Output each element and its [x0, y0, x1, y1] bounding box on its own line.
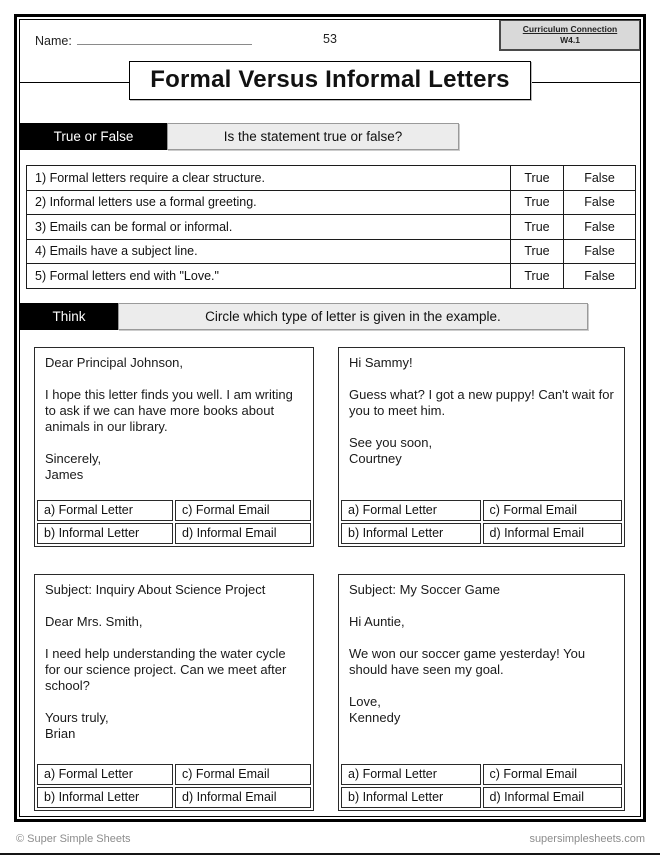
answer-options-table: [339, 762, 624, 810]
curriculum-connection-badge: [499, 19, 641, 51]
letter-line: I need help understanding the water cycle for our science project. Can we meet after school?: [45, 645, 287, 694]
name-label: Name:: [35, 34, 72, 48]
statement-row: [27, 215, 636, 240]
worksheet-page: [14, 14, 646, 822]
answer-options-row: [341, 764, 622, 785]
letter-line: Subject: Inquiry About Science Project: [45, 581, 266, 597]
statement-cell: 2) Informal letters use a formal greeting.: [27, 190, 511, 215]
letter-line: [349, 598, 614, 614]
letter-line: [45, 694, 303, 710]
page-number: 53: [323, 32, 337, 46]
answer-options-row: [37, 787, 311, 808]
page-bottom-edge: [0, 853, 660, 856]
page-title: Formal Versus Informal Letters: [129, 61, 530, 100]
statement-cell: 1) Formal letters require a clear structure.: [27, 166, 511, 191]
false-option[interactable]: False: [564, 190, 636, 215]
answer-option[interactable]: a) Formal Letter: [341, 764, 481, 785]
answer-options-row: [341, 500, 622, 521]
letter-line: [349, 419, 614, 435]
statement-row: [27, 190, 636, 215]
section-tag-think: Think: [20, 303, 118, 330]
letter-line: [349, 678, 614, 694]
worksheet-inner-frame: [19, 19, 641, 817]
answer-option[interactable]: d) Informal Email: [483, 523, 623, 544]
letter-line: Dear Principal Johnson,: [45, 354, 184, 370]
statement-cell: 4) Emails have a subject line.: [27, 239, 511, 264]
letter-line: James: [45, 467, 84, 483]
false-option[interactable]: False: [564, 215, 636, 240]
answer-option[interactable]: c) Formal Email: [483, 764, 623, 785]
letter-example-box: [34, 347, 314, 547]
letter-text: [35, 575, 313, 762]
true-false-table: [26, 165, 636, 289]
answer-options-table: [35, 762, 313, 810]
letter-line: Yours truly,: [45, 710, 109, 726]
letter-text: [35, 348, 313, 498]
letter-line: I hope this letter finds you well. I am writing to ask if we can have more books about animals in our library.: [45, 386, 293, 434]
answer-option[interactable]: c) Formal Email: [483, 500, 623, 521]
examples-grid: [34, 347, 625, 811]
footer: [16, 833, 645, 845]
letter-line: Courtney: [349, 451, 402, 467]
true-option[interactable]: True: [511, 264, 564, 289]
letter-line: Guess what? I got a new puppy! Can't wait for you to meet him.: [349, 386, 614, 418]
letter-line: Hi Auntie,: [349, 613, 405, 629]
answer-options-row: [37, 500, 311, 521]
true-option[interactable]: True: [511, 239, 564, 264]
letter-line: Sincerely,: [45, 451, 102, 467]
letter-line: Subject: My Soccer Game: [349, 581, 500, 597]
letter-line: [45, 435, 303, 451]
true-false-table-body: [27, 166, 636, 289]
answer-options-row: [341, 523, 622, 544]
letter-line: [349, 630, 614, 646]
curriculum-connection-code: W4.1: [560, 35, 580, 45]
false-option[interactable]: False: [564, 264, 636, 289]
section-tag-true-or-false: True or False: [20, 123, 167, 150]
title-banner: [20, 61, 640, 103]
answer-option[interactable]: a) Formal Letter: [341, 500, 481, 521]
answer-option[interactable]: b) Informal Letter: [37, 787, 173, 808]
letter-line: Hi Sammy!: [349, 354, 413, 370]
answer-options-row: [37, 764, 311, 785]
statement-cell: 5) Formal letters end with "Love.": [27, 264, 511, 289]
true-option[interactable]: True: [511, 215, 564, 240]
statement-row: [27, 264, 636, 289]
letter-line: [349, 371, 614, 387]
letter-line: Brian: [45, 726, 76, 742]
answer-option[interactable]: d) Informal Email: [175, 787, 311, 808]
letter-example-box: [338, 574, 625, 811]
answer-option[interactable]: d) Informal Email: [483, 787, 623, 808]
curriculum-connection-title: Curriculum Connection: [522, 24, 618, 34]
letter-line: [45, 630, 303, 646]
letter-line: Love,: [349, 694, 381, 710]
answer-options-table: [339, 498, 624, 546]
letter-line: [45, 598, 303, 614]
letter-example-box: [34, 574, 314, 811]
answer-options-row: [341, 787, 622, 808]
answer-option[interactable]: b) Informal Letter: [37, 523, 173, 544]
letter-line: Dear Mrs. Smith,: [45, 613, 143, 629]
letter-text: [339, 575, 624, 762]
footer-copyright: © Super Simple Sheets: [16, 833, 131, 845]
letter-example-box: [338, 347, 625, 547]
answer-option[interactable]: c) Formal Email: [175, 500, 311, 521]
answer-option[interactable]: a) Formal Letter: [37, 500, 173, 521]
section-think: [20, 303, 640, 330]
letter-line: Kennedy: [349, 710, 401, 726]
letter-line: [45, 371, 303, 387]
section-true-or-false: [20, 123, 640, 150]
statement-row: [27, 166, 636, 191]
name-input-line[interactable]: [77, 31, 252, 45]
letter-line: See you soon,: [349, 435, 433, 451]
answer-options-table: [35, 498, 313, 546]
false-option[interactable]: False: [564, 239, 636, 264]
answer-options-row: [37, 523, 311, 544]
true-option[interactable]: True: [511, 166, 564, 191]
statement-cell: 3) Emails can be formal or informal.: [27, 215, 511, 240]
statement-row: [27, 239, 636, 264]
answer-option[interactable]: a) Formal Letter: [37, 764, 173, 785]
section-instruction-think: Circle which type of letter is given in the example.: [118, 303, 588, 330]
answer-option[interactable]: c) Formal Email: [175, 764, 311, 785]
true-option[interactable]: True: [511, 190, 564, 215]
letter-line: We won our soccer game yesterday! You should have seen my goal.: [349, 645, 586, 678]
letter-text: [339, 348, 624, 498]
answer-option[interactable]: b) Informal Letter: [341, 787, 481, 808]
answer-option[interactable]: d) Informal Email: [175, 523, 311, 544]
answer-option[interactable]: b) Informal Letter: [341, 523, 481, 544]
footer-website: supersimplesheets.com: [529, 833, 645, 845]
section-instruction-true-or-false: Is the statement true or false?: [167, 123, 459, 150]
false-option[interactable]: False: [564, 166, 636, 191]
